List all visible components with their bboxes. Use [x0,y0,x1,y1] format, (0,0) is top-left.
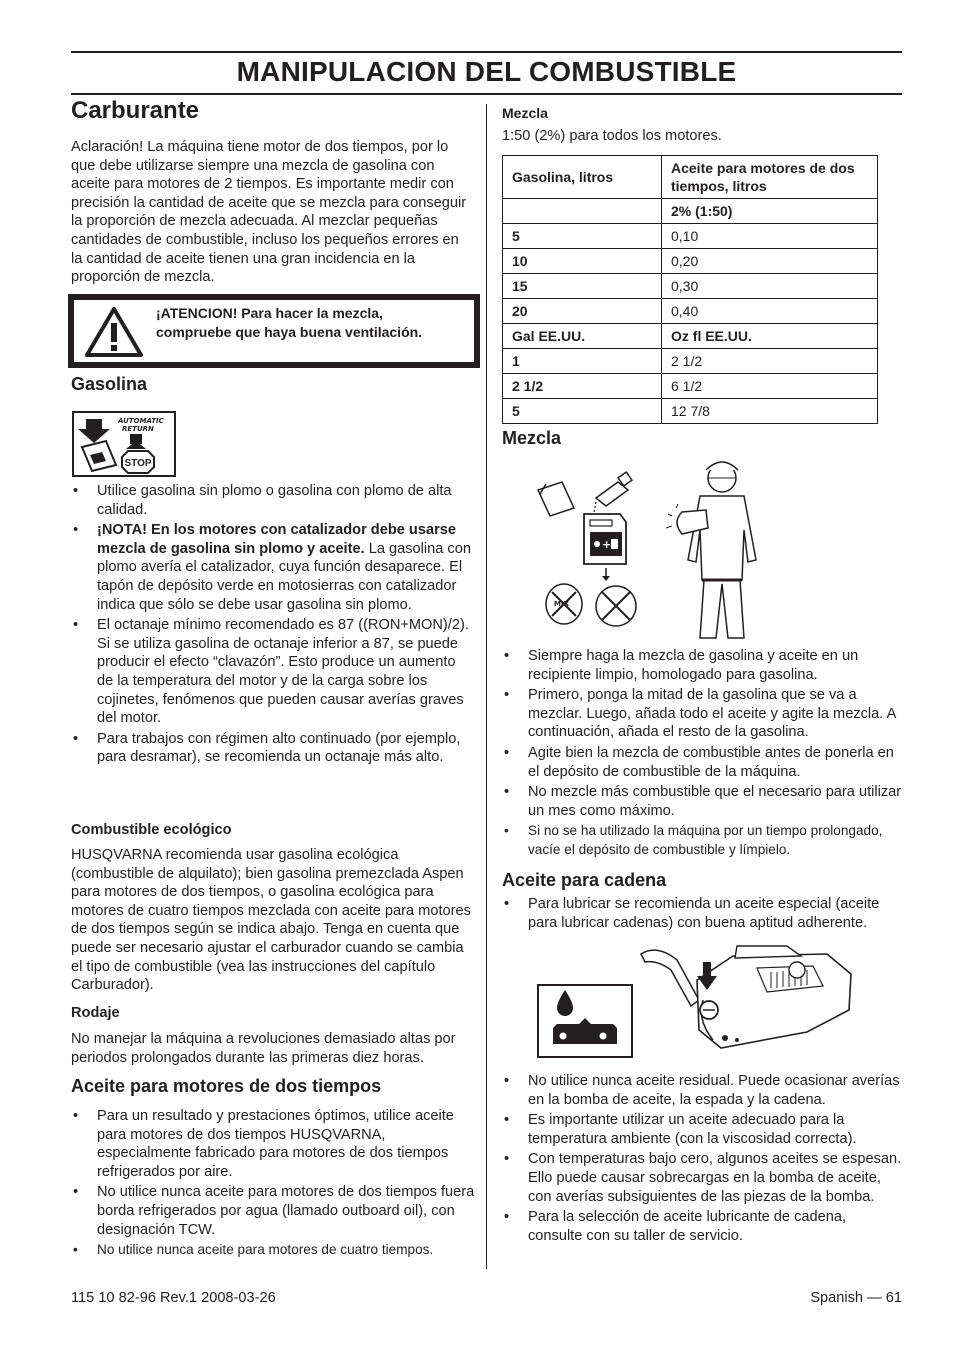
table-cell: 0,20 [662,249,878,274]
table-header-cell: Gasolina, litros [503,156,662,199]
table-cell: 1 [503,349,662,374]
table-cell: 20 [503,299,662,324]
mix-table [502,155,878,424]
column-separator [486,104,487,1269]
table-row [503,224,878,249]
list-item: • Con temperaturas bajo cero, algunos aceites se espesan. Ello puede causar sobrecargas en la bomba de aceite, con averías subsiguientes de las piezas de la bomba. [502,1150,904,1206]
table-cell: 0,30 [662,274,878,299]
warning-box [68,294,480,368]
table-cell: 2 1/2 [503,374,662,399]
table-cell: 6 1/2 [662,374,878,399]
carburante-intro: Aclaración! La máquina tiene motor de dos tiempos, por lo que debe utilizarse siempre una mezcla de gasolina con aceite para motores de 2 tiempos. Es importante medir con precisión la cantidad de aceite que se mezcla para conseguir la proporción de mezcla adecuada. Al mezclar pequeñas cantidades de combustible, incluso los pequeños errores en la cantidad de aceite tienen una gran incidencia en la proporción de mezcla. [71,139,467,286]
list-item: • ¡NOTA! En los motores con catalizador debe usarse mezcla de gasolina sin plomo y aceite. La gasolina con plomo avería el catalizador, cuya función desaparece. El tapón de depósito verde en motosierras con catalizador indica que sólo se debe usar gasolina sin plomo. [71,521,471,614]
table-cell: 2 1/2 [662,349,878,374]
cadena-list-top [502,895,904,934]
list-item: • Para lubricar se recomienda un aceite especial (aceite para lubricar cadenas) con buena aptitud adherente. [502,895,904,932]
table-row [503,399,878,424]
table-cell: 5 [503,224,662,249]
subsection-title-mezcla-small: Mezcla [502,105,548,121]
list-item: • Agite bien la mezcla de combustible antes de ponerla en el depósito de combustible de la máquina. [502,744,904,781]
table-row [503,349,878,374]
warning-triangle-icon [84,306,144,358]
table-header-cell: Aceite para motores de dos tiempos, litros [662,156,878,199]
list-item: • No utilice nunca aceite residual. Puede ocasionar averías en la bomba de aceite, la espada y la cadena. [502,1072,904,1109]
list-item: • Es importante utilizar un aceite adecuado para la temperatura ambiente (con la viscosidad correcta). [502,1111,904,1148]
table-cell: 5 [503,399,662,424]
table-cell: 0,10 [662,224,878,249]
list-item: • Utilice gasolina sin plomo o gasolina con plomo de alta calidad. [71,482,471,519]
stop-label: STOP [124,458,152,469]
table-cell: 10 [503,249,662,274]
chain-oil-icon [537,984,633,1058]
list-item: • Siempre haga la mezcla de gasolina y aceite en un recipiente limpio, homologado para gasolina. [502,647,904,684]
footer-doc-id: 115 10 82-96 Rev.1 2008-03-26 [71,1290,276,1306]
gasolina-list [71,482,471,769]
section-title-mezcla: Mezcla [502,428,562,448]
table-row [503,324,878,349]
list-item: • Primero, ponga la mitad de la gasolina que se va a mezclar. Luego, añada todo el aceite y agite la mezcla. A continuación, añada el resto de la gasolina. [502,686,904,742]
list-item: • Para la selección de aceite lubricante de cadena, consulte con su taller de servicio. [502,1208,904,1245]
section-title-carburante: Carburante [71,97,200,124]
footer-page-number: Spanish — 61 [810,1290,902,1306]
table-row [503,374,878,399]
mixing-illustration [532,460,772,642]
table-header-cell: Oz fl EE.UU. [662,324,878,349]
aceite-2t-list [71,1107,475,1262]
list-item: • Para un resultado y prestaciones óptimos, utilice aceite para motores de dos tiempos HUSQVARNA, especialmente fabricado para motores de dos tiempos refrigerados por aire. [71,1107,475,1181]
pump-label-automatic: AUTOMATIC [118,417,164,425]
cadena-list [502,1072,904,1247]
table-cell: 15 [503,274,662,299]
list-item: • No utilice nunca aceite para motores de dos tiempos fuera borda refrigerados por agua (llamado outboard oil), con designación TCW. [71,1183,475,1239]
subsection-title-rodaje: Rodaje [71,1005,120,1021]
nota-catalizador: ¡NOTA! En los motores con catalizador debe usarse mezcla de gasolina sin plomo y aceite. [97,522,456,557]
list-item: • Para trabajos con régimen alto continuado (por ejemplo, para desramar), se recomienda un octanaje más alto. [71,730,471,767]
table-cell [503,199,662,224]
mix-can-label: MIX [554,600,569,608]
table-header-cell: 2% (1:50) [662,199,878,224]
eco-text: HUSQVARNA recomienda usar gasolina ecológica (combustible de alquilato); bien gasolina premezclada Aspen para motores de dos tiempos, o gasolina ecológica para motores de cuatro tiempos mezclada con aceite para motores de dos tiempos según se indica abajo. Tenga en cuenta que puede ser necesario ajustar el carburador cuando se cambia el tipo de combustible (vea las instrucciones del capítulo Carburador). [71,847,471,994]
table-cell: 0,40 [662,299,878,324]
section-title-aceite-cadena: Aceite para cadena [502,870,667,890]
list-item: • El octanaje mínimo recomendado es 87 ((RON+MON)/2). Si se utiliza gasolina de octanaje inferior a 87, se puede producir el efecto “clavazón”. Esto produce un aumento de la temperatura del motor y de la carga sobre los cojinetes, fenómenos que pueden causar averías graves del motor. [71,616,471,728]
table-header-cell: Gal EE.UU. [503,324,662,349]
mezcla-ratio: 1:50 (2%) para todos los motores. [502,128,722,144]
fuel-pump-stop-icon [72,411,176,477]
warning-text [156,304,472,342]
header-bottom-rule [71,93,902,95]
header-top-rule [71,51,902,53]
mezcla-list [502,647,904,862]
table-row [503,249,878,274]
rodaje-text: No manejar la máquina a revoluciones demasiado altas por periodos prolongados durante las primeras diez horas. [71,1031,456,1066]
section-title-gasolina: Gasolina [71,374,148,394]
warning-line-2: compruebe que haya buena ventilación. [156,324,423,340]
list-item: • No utilice nunca aceite para motores de cuatro tiempos. [71,1241,475,1260]
svg-text:+: + [602,538,612,551]
table-row [503,274,878,299]
warning-line-1: ¡ATENCION! Para hacer la mezcla, [156,305,383,321]
subsection-title-eco: Combustible ecológico [71,822,232,838]
list-item: • No mezcle más combustible que el necesario para utilizar un mes como máximo. [502,783,904,820]
page-title: MANIPULACION DEL COMBUSTIBLE [236,56,737,87]
table-row [503,299,878,324]
list-item: • Si no se ha utilizado la máquina por un tiempo prolongado, vacíe el depósito de combustible y límpielo. [502,822,904,859]
table-cell: 12 7/8 [662,399,878,424]
chainsaw-illustration [637,940,857,1062]
table-row [503,199,878,224]
pump-label-return: RETURN [122,425,154,433]
table-row [503,156,878,199]
section-title-aceite-2t: Aceite para motores de dos tiempos [71,1076,382,1096]
